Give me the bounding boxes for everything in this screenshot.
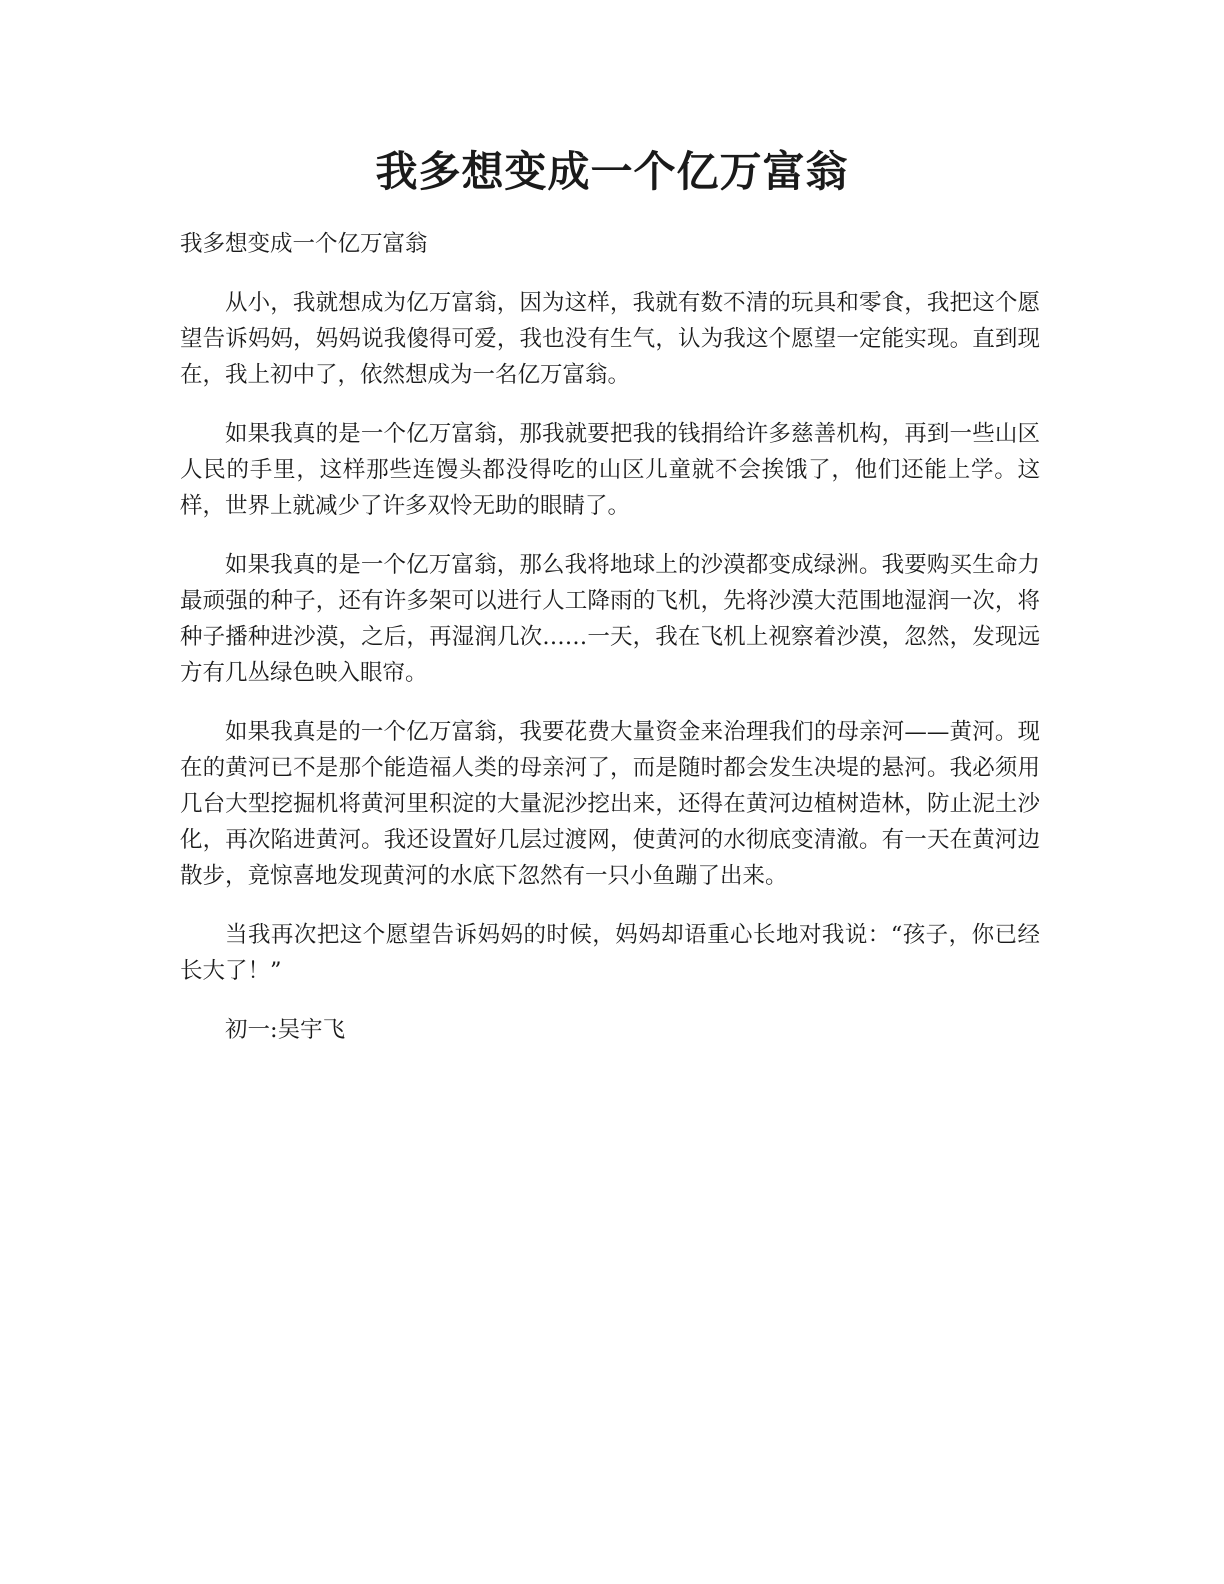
paragraph-4: 如果我真是的一个亿万富翁，我要花费大量资金来治理我们的母亲河——黄河。现在的黄河已不是那个能造福人类的母亲河了，而是随时都会发生决堤的悬河。我必须用几台大型挖掘机将黄河里积淀的大量泥沙挖出来，还得在黄河边植树造林，防止泥土沙化，再次陷进黄河。我还设置好几层过渡网，使黄河的水彻底变清澈。有一天在黄河边散步，竟惊喜地发现黄河的水底下忽然有一只小鱼蹦了出来。 — [180, 719, 1040, 889]
document-body — [180, 226, 1040, 1048]
paragraph-5: 当我再次把这个愿望告诉妈妈的时候，妈妈却语重心长地对我说：“孩子，你已经长大了！” — [180, 922, 1040, 984]
paragraph-1: 从小，我就想成为亿万富翁，因为这样，我就有数不清的玩具和零食，我把这个愿望告诉妈妈，妈妈说我傻得可爱，我也没有生气，认为我这个愿望一定能实现。直到现在，我上初中了，依然想成为一名亿万富翁。 — [180, 290, 1040, 388]
author-signature: 初一:吴宇飞 — [225, 1017, 346, 1043]
document-title: 我多想变成一个亿万富翁 — [375, 147, 849, 196]
paragraph-2: 如果我真的是一个亿万富翁，那我就要把我的钱捐给许多慈善机构，再到一些山区人民的手里，这样那些连馒头都没得吃的山区儿童就不会挨饿了，他们还能上学。这样，世界上就减少了许多双怜无助的眼睛了。 — [180, 421, 1040, 519]
paragraph-3: 如果我真的是一个亿万富翁，那么我将地球上的沙漠都变成绿洲。我要购买生命力最顽强的种子，还有许多架可以进行人工降雨的飞机，先将沙漠大范围地湿润一次，将种子播种进沙漠，之后，再湿润几次……一天，我在飞机上视察着沙漠，忽然，发现远方有几丛绿色映入眼帘。 — [180, 552, 1040, 686]
document-subtitle: 我多想变成一个亿万富翁 — [180, 231, 428, 257]
